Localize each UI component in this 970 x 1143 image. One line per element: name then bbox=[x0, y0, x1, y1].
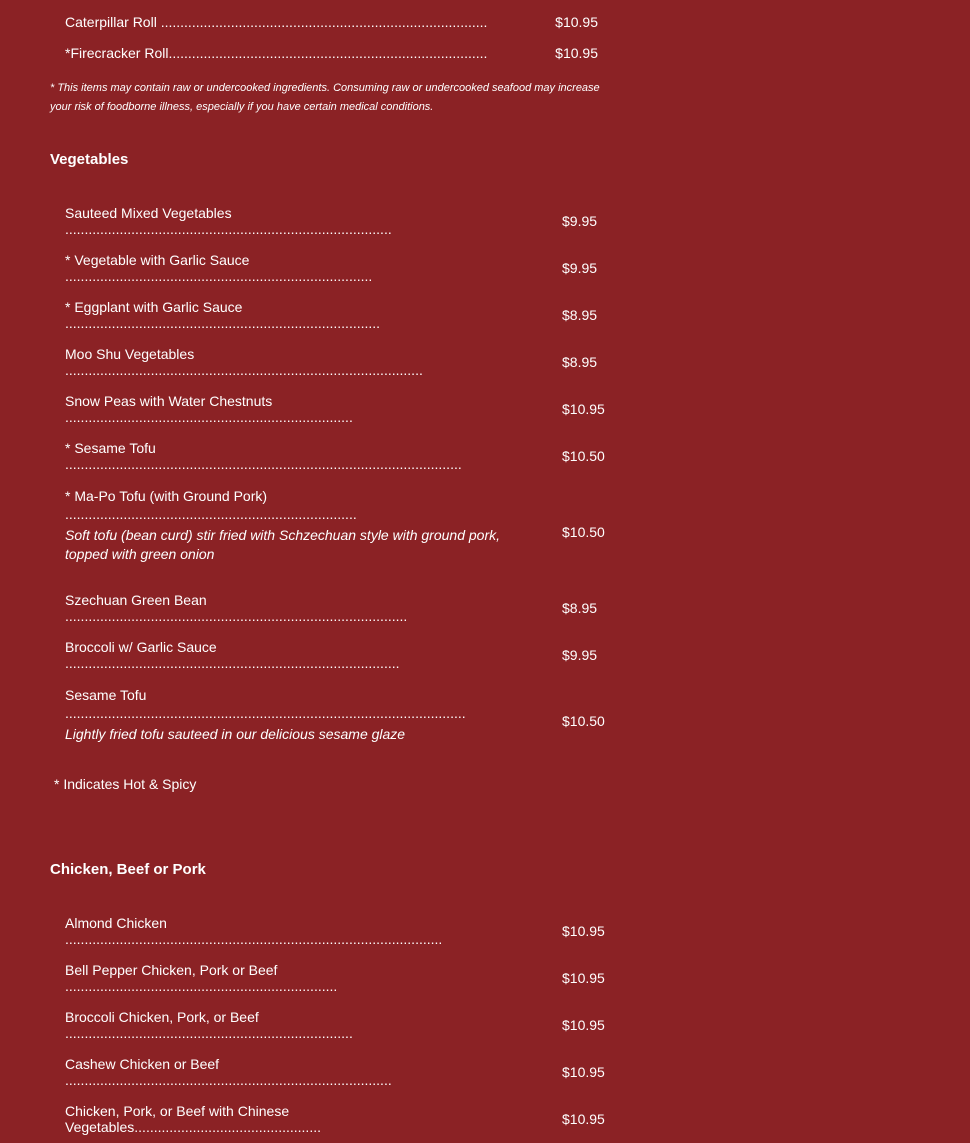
menu-item-price: $10.50 bbox=[562, 448, 605, 464]
menu-item bbox=[65, 299, 625, 331]
menu-item-leader: ........................................................................... bbox=[65, 506, 357, 522]
menu-item-name: Almond Chicken bbox=[65, 915, 167, 931]
menu-item bbox=[65, 639, 625, 671]
menu-item bbox=[65, 488, 625, 564]
section-title-chicken-beef-pork: Chicken, Beef or Pork bbox=[50, 861, 206, 878]
menu-item bbox=[65, 1103, 625, 1135]
menu-item-leader: .......................................................................... bbox=[65, 409, 353, 425]
menu-item-name: * Ma-Po Tofu (with Ground Pork) bbox=[65, 488, 268, 504]
menu-item-name: Bell Pepper Chicken, Pork or Beef bbox=[65, 962, 278, 978]
menu-item-leader: ....................................................................................................... bbox=[65, 705, 466, 721]
menu-item-leader: .......................................................................... bbox=[65, 1025, 353, 1041]
menu-item-name: Chicken, Pork, or Beef with Chinese bbox=[65, 1103, 290, 1119]
menu-item bbox=[65, 12, 598, 32]
menu-item bbox=[65, 1009, 625, 1041]
section-title-vegetables: Vegetables bbox=[50, 151, 129, 168]
menu-item-description: Soft tofu (bean curd) stir fried with Schzechuan style with ground pork, topped with green onion bbox=[65, 527, 500, 562]
menu-item-leader: .................................................................................... bbox=[65, 221, 392, 237]
menu-item-price: $10.50 bbox=[562, 524, 605, 540]
menu-item-leader: Vegetables................................................ bbox=[65, 1119, 321, 1135]
menu-item bbox=[65, 1056, 625, 1088]
menu-item-price: $8.95 bbox=[562, 600, 598, 616]
menu-item-name: Broccoli w/ Garlic Sauce bbox=[65, 639, 217, 655]
menu-item-price: $10.95 bbox=[562, 970, 605, 986]
menu-item-leader: ................................................................................. bbox=[65, 315, 381, 331]
menu-item-leader: ...................................................................................................... bbox=[65, 456, 462, 472]
menu-item-name: * Sesame Tofu bbox=[65, 440, 156, 456]
menu-item bbox=[65, 43, 598, 63]
menu-item-name: Moo Shu Vegetables bbox=[65, 346, 195, 362]
menu-item-name: *Firecracker Roll.................................................................................. bbox=[65, 45, 488, 61]
menu-item-leader: ............................................................................... bbox=[65, 268, 373, 284]
menu-item bbox=[65, 687, 625, 744]
menu-item-name: * Vegetable with Garlic Sauce bbox=[65, 252, 250, 268]
menu-item-leader: .................................................................................... bbox=[65, 1072, 392, 1088]
menu-item bbox=[65, 205, 625, 237]
menu-item-description: Lightly fried tofu sauteed in our delicious sesame glaze bbox=[65, 726, 406, 742]
menu-item-price: $8.95 bbox=[562, 307, 598, 323]
menu-item-price: $9.95 bbox=[562, 213, 598, 229]
menu-item-name: Broccoli Chicken, Pork, or Beef bbox=[65, 1009, 259, 1025]
menu-item-price: $9.95 bbox=[562, 260, 598, 276]
menu-item-leader: ................................................................................................. bbox=[65, 931, 443, 947]
menu-item bbox=[65, 393, 625, 425]
menu-item-name: Szechuan Green Bean bbox=[65, 592, 207, 608]
menu-item bbox=[65, 346, 625, 378]
menu-item bbox=[65, 440, 625, 472]
menu-item bbox=[65, 915, 625, 947]
menu-item-price: $10.95 bbox=[562, 923, 605, 939]
menu-item-price: $10.95 bbox=[555, 45, 598, 61]
menu-item-price: $9.95 bbox=[562, 647, 598, 663]
menu-item-name: Sesame Tofu bbox=[65, 687, 147, 703]
menu-item-price: $10.95 bbox=[562, 401, 605, 417]
menu-item-name: Caterpillar Roll .................................................................................... bbox=[65, 14, 488, 30]
menu-item-price: $10.95 bbox=[562, 1111, 605, 1127]
menu-item-price: $10.50 bbox=[562, 713, 605, 729]
raw-food-disclaimer: * This items may contain raw or undercooked ingredients. Consuming raw or undercooked seafood may increase your risk of foodborne illness, especially if you have certain medical conditions. bbox=[50, 82, 600, 113]
menu-item-leader: ...................................................................................... bbox=[65, 655, 400, 671]
menu-item-name: Snow Peas with Water Chestnuts bbox=[65, 393, 273, 409]
menu-item bbox=[65, 252, 625, 284]
menu-item-price: $8.95 bbox=[562, 354, 598, 370]
hot-spicy-note: * Indicates Hot & Spicy bbox=[54, 776, 197, 792]
menu-item bbox=[65, 962, 625, 994]
menu-item bbox=[65, 592, 625, 624]
menu-item-name: * Eggplant with Garlic Sauce bbox=[65, 299, 243, 315]
menu-item-price: $10.95 bbox=[555, 14, 598, 30]
menu-item-name: Cashew Chicken or Beef bbox=[65, 1056, 220, 1072]
menu-item-price: $10.95 bbox=[562, 1064, 605, 1080]
menu-item-leader: ...................................................................... bbox=[65, 978, 338, 994]
menu-item-name: Sauteed Mixed Vegetables bbox=[65, 205, 232, 221]
menu-item-leader: ............................................................................................ bbox=[65, 362, 423, 378]
menu-item-price: $10.95 bbox=[562, 1017, 605, 1033]
menu-item-leader: ........................................................................................ bbox=[65, 608, 408, 624]
